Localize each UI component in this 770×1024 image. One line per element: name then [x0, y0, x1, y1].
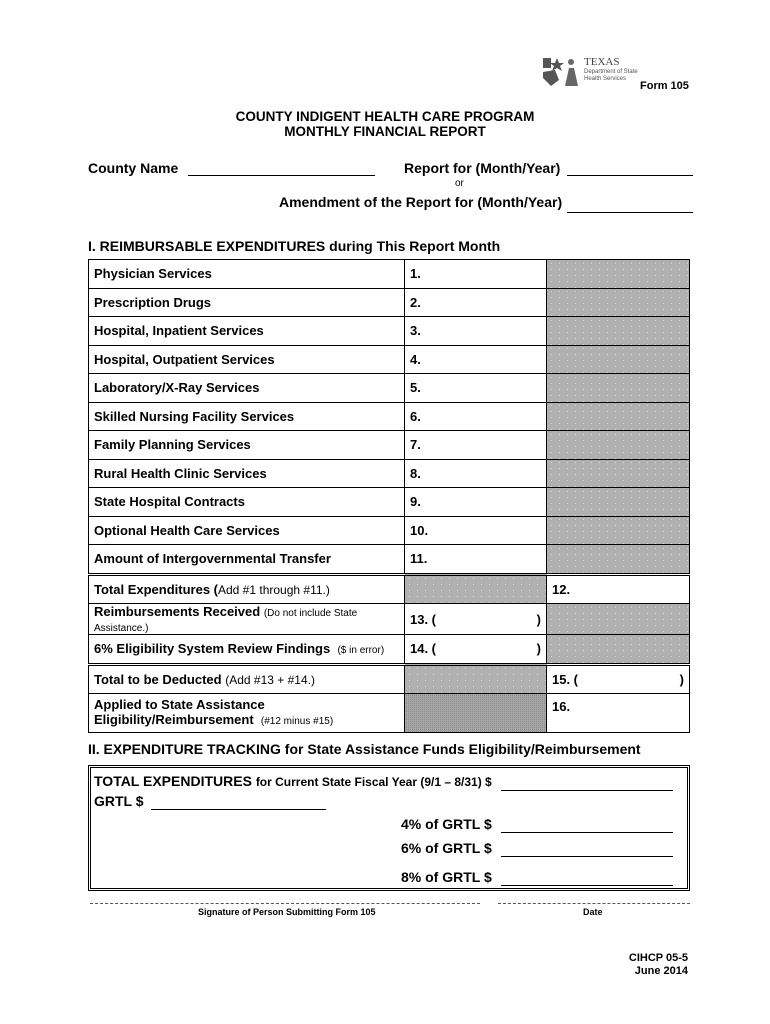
- grtl-4-field[interactable]: [501, 818, 673, 833]
- county-name-field[interactable]: [188, 160, 375, 176]
- line-4-field[interactable]: [405, 345, 547, 374]
- row-note: (Add #13 + #14.): [225, 672, 315, 687]
- report-for-label: Report for (Month/Year): [404, 160, 561, 176]
- row-label: Amount of Intergovernmental Transfer: [89, 545, 405, 575]
- grtl-8-label: 8% of GRTL $: [401, 869, 492, 885]
- table-row: [89, 431, 690, 460]
- report-for-field[interactable]: [567, 160, 693, 176]
- signature-line[interactable]: [90, 903, 480, 904]
- shaded-cell: [405, 694, 547, 733]
- date-label: Date: [583, 907, 603, 917]
- close-paren: ): [536, 611, 541, 627]
- table-row: [89, 488, 690, 517]
- line-1-field[interactable]: [405, 260, 547, 289]
- total-expenditures-row: [94, 773, 492, 789]
- table-row-total-expenditures: [89, 574, 690, 604]
- form-code: CIHCP 05-5: [628, 952, 688, 964]
- line-number: 12.: [552, 581, 571, 597]
- shaded-cell: [547, 459, 690, 488]
- line-number: 7.: [410, 437, 421, 453]
- shaded-cell: [547, 317, 690, 346]
- amendment-label: Amendment of the Report for (Month/Year): [279, 194, 563, 210]
- line-number: 6.: [410, 408, 421, 424]
- shaded-cell: [547, 635, 690, 665]
- line-number: 5.: [410, 380, 421, 396]
- line-9-field[interactable]: [405, 488, 547, 517]
- expenditure-tracking-box: [88, 765, 690, 891]
- line-number: 11.: [410, 551, 428, 567]
- grtl-4-label: 4% of GRTL $: [401, 816, 492, 832]
- row-label: Total to be Deducted: [94, 671, 222, 687]
- table-row: [89, 288, 690, 317]
- close-paren: ): [536, 641, 541, 657]
- row-label: Reimbursements Received: [94, 604, 261, 619]
- signature-label: Signature of Person Submitting Form 105: [198, 907, 376, 917]
- line-8-field[interactable]: [405, 459, 547, 488]
- table-row-eligibility-findings: [89, 635, 690, 665]
- table-row-total-deducted: [89, 664, 690, 694]
- table-row-reimbursements: [89, 604, 690, 635]
- shaded-cell: [547, 516, 690, 545]
- county-name-label: County Name: [88, 160, 179, 176]
- close-paren: ): [679, 671, 684, 687]
- grtl-label: GRTL $: [94, 793, 144, 809]
- expenditures-table: [88, 259, 690, 733]
- shaded-cell: [547, 545, 690, 575]
- title-line-1: COUNTY INDIGENT HEALTH CARE PROGRAM: [235, 109, 535, 124]
- or-text: or: [455, 178, 464, 189]
- line-number: 14. (: [410, 641, 437, 657]
- total-expenditures-label: TOTAL EXPENDITURES: [94, 773, 252, 789]
- row-label: Prescription Drugs: [89, 288, 405, 317]
- grtl-6-label: 6% of GRTL $: [401, 840, 492, 856]
- shaded-cell: [547, 374, 690, 403]
- row-label: Hospital, Outpatient Services: [89, 345, 405, 374]
- section2-heading: II. EXPENDITURE TRACKING for State Assistance Funds Eligibility/Reimbursement: [88, 741, 641, 757]
- line-number: 15. (: [552, 671, 579, 687]
- line-number: 9.: [410, 494, 421, 510]
- shaded-cell: [547, 402, 690, 431]
- logo-subtext: Department of State Health Services: [584, 69, 638, 82]
- total-expenditures-field[interactable]: [501, 776, 673, 791]
- line-number: 8.: [410, 465, 421, 481]
- line-3-field[interactable]: [405, 317, 547, 346]
- row-note: (#12 minus #15): [260, 716, 334, 727]
- row-label: Total Expenditures (: [94, 581, 218, 597]
- line-14-field[interactable]: [405, 635, 547, 665]
- table-row: [89, 516, 690, 545]
- row-label: Family Planning Services: [89, 431, 405, 460]
- line-number: 13. (: [410, 611, 437, 627]
- line-16-field[interactable]: [547, 694, 690, 733]
- line-15-field[interactable]: [547, 664, 690, 694]
- amendment-field[interactable]: [567, 197, 693, 213]
- line-7-field[interactable]: [405, 431, 547, 460]
- grtl-8-field[interactable]: [501, 871, 673, 886]
- table-row: [89, 459, 690, 488]
- shaded-cell: [547, 260, 690, 289]
- grtl-field[interactable]: [151, 795, 326, 810]
- line-number: 4.: [410, 351, 421, 367]
- row-note: ($ in error): [337, 645, 385, 657]
- row-label: Physician Services: [89, 260, 405, 289]
- revision-date: June 2014: [634, 965, 688, 977]
- logo-text: TEXAS: [584, 56, 620, 68]
- line-12-field[interactable]: [547, 574, 690, 604]
- shaded-cell: [405, 664, 547, 694]
- line-5-field[interactable]: [405, 374, 547, 403]
- line-number: 16.: [552, 699, 571, 714]
- row-note: (Do not include State Assistance.): [94, 608, 358, 634]
- line-number: 2.: [410, 294, 421, 310]
- row-label: Laboratory/X-Ray Services: [89, 374, 405, 403]
- section1-heading: I. REIMBURSABLE EXPENDITURES during This Report Month: [88, 238, 501, 254]
- shaded-cell: [547, 488, 690, 517]
- form-number: Form 105: [640, 80, 689, 92]
- row-label: Rural Health Clinic Services: [89, 459, 405, 488]
- table-row: [89, 374, 690, 403]
- logo-figures-icon: [541, 52, 583, 88]
- shaded-cell: [547, 345, 690, 374]
- shaded-cell: [547, 288, 690, 317]
- table-row: [89, 402, 690, 431]
- table-row: [89, 345, 690, 374]
- total-expenditures-note: for Current State Fiscal Year (9/1 – 8/31) $: [255, 775, 492, 789]
- row-label: State Hospital Contracts: [89, 488, 405, 517]
- row-label: Optional Health Care Services: [89, 516, 405, 545]
- table-row: [89, 545, 690, 575]
- table-row: [89, 260, 690, 289]
- row-label: Applied to State Assistance: [94, 697, 265, 712]
- title-line-2: MONTHLY FINANCIAL REPORT: [284, 124, 486, 139]
- line-11-field[interactable]: [405, 545, 547, 575]
- line-13-field[interactable]: [405, 604, 547, 635]
- line-number: 1.: [410, 266, 421, 282]
- line-number: 3.: [410, 323, 421, 339]
- row-note: Add #1 through #11.): [218, 582, 330, 597]
- table-row-applied: [89, 694, 690, 733]
- row-label: Hospital, Inpatient Services: [89, 317, 405, 346]
- line-number: 10.: [410, 522, 429, 538]
- line-2-field[interactable]: [405, 288, 547, 317]
- line-10-field[interactable]: [405, 516, 547, 545]
- row-label-2: Eligibility/Reimbursement: [94, 712, 254, 727]
- row-label: 6% Eligibility System Review Findings: [94, 641, 331, 657]
- line-6-field[interactable]: [405, 402, 547, 431]
- grtl-6-field[interactable]: [501, 842, 673, 857]
- table-row: [89, 317, 690, 346]
- shaded-cell: [405, 574, 547, 604]
- date-line[interactable]: [498, 903, 690, 904]
- row-label: Skilled Nursing Facility Services: [89, 402, 405, 431]
- shaded-cell: [547, 431, 690, 460]
- shaded-cell: [547, 604, 690, 635]
